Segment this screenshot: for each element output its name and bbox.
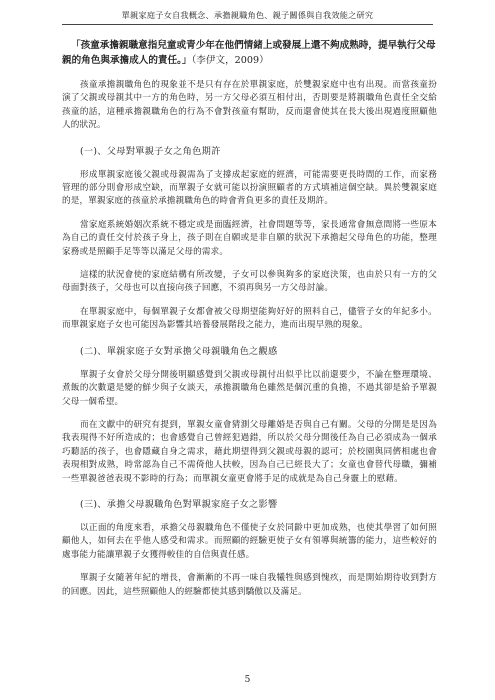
subheading-1: (一)、父母對單親子女之角色期許 [80, 145, 221, 157]
paragraph-4: 這樣的狀況會使的家庭結構有所改變，子女可以參與夠多的家庭決策，也由於只有一方的父母面對孩子，父母也可以直接向孩子回應，不須再與另一方父母討論。 [62, 270, 437, 294]
paragraph-9: 單親子女隨著年紀的增長，會漸漸的不再一味自我犧牲與感到愧疚，而是開始期待收到對方的回應。因此，這些照顧他人的經驗都使其感到驕傲以及滿足。 [62, 573, 437, 597]
paragraph-8: 以正面的角度來看，承擔父母親職角色不僅使子女於同齡中更加成熟，也使其學習了如何照顧他人，如何去在乎他人感受和需求。而照顧的經驗更使子女有領導與統籌的能力，這些較好的處事能力能讓單親子女獲得較佳的自信與責任感。 [62, 522, 437, 560]
paragraph-1: 孩童承擔親職角色的現象並不是只有存在於單親家庭，於雙親家庭中也有出現。而當孩童扮演了父親或母親其中一方的角色時，另一方父母必須互相付出，否則要是將親職角色責任全交給孩童的話，這種承擔親職角色的行為不會對孩童有幫助，反而還會使其在長大後出現過度照顧他人的狀況。 [62, 80, 437, 131]
paragraph-7: 而在文獻中的研究有提到，單親女童會猜測父母離婚是否與自己有關。父母的分開是是因為我表現得不好所造成的；也會感覺自己曾經犯過錯，所以於父母分開後任為自己必須成為一個承巧聽話的孩子，也會隱藏自身之需求，藉此期望得到父親或母親的認可；於校園與同儕相處也會表現相對成熟，時常認為自己不需倚他人扶較，因為自己已經長大了；女童也會替代母職，彌補一些單親爸爸表現不影時的行為；而單親女童更會將手足的成就是為自己身靈上的慰藉。 [62, 419, 437, 484]
quote-block [62, 38, 437, 68]
quote-bold-text: 「孩童承擔親職意指兒童或青少年在他們情緒上或發展上還不夠成熟時，提早執行父母親的角色與承擔成人的責任。」 [62, 40, 436, 66]
page-number: 5 [244, 675, 251, 685]
paragraph-3: 當家庭系統婚姻次系統不穩定或是面臨經濟，社會問題等等，家長通常會無意間將一些原本為自己的責任交付於孩子身上，孩子則在自願或是非自願的狀況下承擔起父母角色的功能，整理家務或是照顧手足等等以滿足父母的需求。 [62, 219, 437, 257]
paragraph-6: 單親子女會於父母分開後明顯感覺到父親或母親付出似乎比以前還要少，不論在整理環境、煮飯的次數還是變的鮮少與子女談天，承擔親職角色雖然是個沉重的負擔，不過其卻是給予單親父母一個希望。 [62, 369, 437, 407]
subheading-2: (二)、單親家庭子女對承擔父母親職角色之觀感 [80, 345, 278, 357]
page-body [62, 38, 437, 609]
running-header: 單親家庭子女自我概念、承擔親職角色、親子關係與自我效能之研究 [62, 10, 433, 25]
quote-citation: （李伊文，2009） [191, 55, 269, 66]
paragraph-5: 在單親家庭中，每個單親子女都會被父母期望能夠好好的照料自己，儘管子女的年紀多小。而單親家庭子女也可能因為影響其培養發展階段之能力，進而出現早熟的現象。 [62, 306, 437, 331]
subheading-3: (三)、承擔父母親職角色對單親家庭子女之影響 [80, 498, 278, 510]
paragraph-2: 形成單親家庭後父親或母親需為了支撐成起家庭的經濟，可能需要更長時間的工作，而家務管理的部分則會形成空缺，而單親子女就可能以扮演照顧者的方式填補這個空缺。異於雙親家庭的是，單親家庭的孩童於承擔親職角色的時會背負更多的責任及期許。 [62, 169, 437, 207]
